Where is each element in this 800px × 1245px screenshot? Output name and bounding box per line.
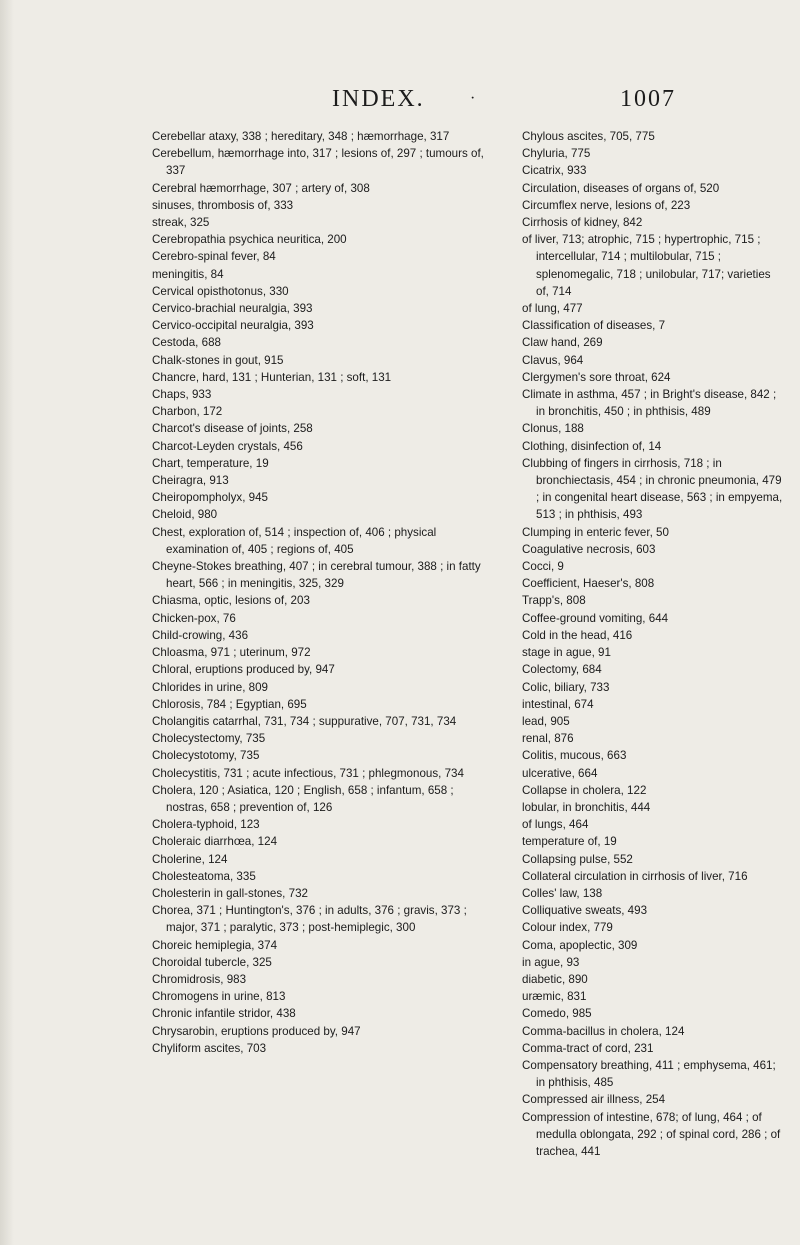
index-entry: Chrysarobin, eruptions produced by, 947	[152, 1024, 361, 1038]
header-separator: ·	[470, 90, 476, 107]
index-entry: Chloral, eruptions produced by, 947	[152, 663, 335, 677]
index-entry: Circulation, diseases of organs of, 520	[522, 181, 720, 195]
index-entry: Cholerine, 124	[152, 852, 228, 866]
index-entry: intestinal, 674	[522, 697, 594, 711]
index-entry: Cervical opisthotonus, 330	[152, 284, 289, 298]
index-entry: sinuses, thrombosis of, 333	[152, 198, 294, 212]
index-entry: Compensatory breathing, 411 ; emphysema, 461; in phthisis, 485	[522, 1058, 776, 1090]
index-entry: Chyluria, 775	[522, 147, 591, 161]
index-entry: Chylous ascites, 705, 775	[522, 130, 655, 143]
index-entry: Colles' law, 138	[522, 886, 603, 900]
index-entry: Chronic infantile stridor, 438	[152, 1007, 296, 1021]
index-entry: Clubbing of fingers in cirrhosis, 718 ; in bronchiectasis, 454 ; in chronic pneumonia, 479 ; in congenital heart disease, 563 ; in empyema, 513 ; in phthisis, 493	[522, 456, 783, 522]
index-entry: Collapsing pulse, 552	[522, 852, 633, 866]
index-column-right	[522, 128, 784, 1160]
index-entry: of lung, 477	[522, 302, 583, 316]
index-entry: Coma, apoplectic, 309	[522, 938, 638, 952]
index-entry: Chart, temperature, 19	[152, 456, 269, 470]
index-entry: Chlorosis, 784 ; Egyptian, 695	[152, 697, 307, 711]
index-entry: Chancre, hard, 131 ; Hunterian, 131 ; soft, 131	[152, 370, 392, 384]
index-entry: Comma-bacillus in cholera, 124	[522, 1024, 685, 1038]
index-entry: Coefficient, Haeser's, 808	[522, 577, 655, 591]
index-entry: Chaps, 933	[152, 388, 212, 402]
index-entry: Choroidal tubercle, 325	[152, 955, 272, 969]
index-entry: Cholecystitis, 731 ; acute infectious, 731 ; phlegmonous, 734	[152, 766, 464, 780]
index-entry: Comma-tract of cord, 231	[522, 1041, 654, 1055]
index-entry: Colitis, mucous, 663	[522, 749, 627, 763]
index-entry: temperature of, 19	[522, 835, 617, 849]
index-entry: Cheiropompholyx, 945	[152, 491, 269, 505]
index-entry: Chloasma, 971 ; uterinum, 972	[152, 646, 311, 660]
index-entry: Coffee-ground vomiting, 644	[522, 611, 669, 625]
index-entry: Classification of diseases, 7	[522, 319, 666, 333]
index-entry: Charcot's disease of joints, 258	[152, 422, 313, 436]
index-entry: Coagulative necrosis, 603	[522, 542, 656, 556]
index-entry: Cerebellar ataxy, 338 ; hereditary, 348 ; hæmorrhage, 317	[152, 130, 450, 143]
index-entry: Colliquative sweats, 493	[522, 904, 648, 918]
index-entry: lead, 905	[522, 714, 570, 728]
page-number: 1007	[620, 86, 676, 112]
index-entry: Collapse in cholera, 122	[522, 783, 647, 797]
index-entry: Cholecystectomy, 735	[152, 732, 266, 746]
index-entry: Choreic hemiplegia, 374	[152, 938, 278, 952]
index-entry: streak, 325	[152, 216, 210, 230]
index-entry: Compressed air illness, 254	[522, 1093, 666, 1107]
index-entry: Cerebellum, hæmorrhage into, 317 ; lesions of, 297 ; tumours of, 337	[152, 147, 484, 178]
index-entry: Circumflex nerve, lesions of, 223	[522, 198, 691, 212]
index-entry: renal, 876	[522, 732, 574, 746]
index-entry: stage in ague, 91	[522, 646, 611, 660]
index-entry: Clumping in enteric fever, 50	[522, 525, 669, 539]
index-entry: Chest, exploration of, 514 ; inspection of, 406 ; physical examination of, 405 ; regions of, 405	[152, 525, 437, 556]
index-entry: uræmic, 831	[522, 990, 587, 1004]
index-entry: Cervico-brachial neuralgia, 393	[152, 302, 313, 316]
index-entry: Cold in the head, 416	[522, 628, 633, 642]
index-entry: Chorea, 371 ; Huntington's, 376 ; in adults, 376 ; gravis, 373 ; major, 371 ; paralytic, 373 ; post-hemiplegic, 300	[152, 904, 467, 935]
index-entry: Chyliform ascites, 703	[152, 1041, 267, 1055]
index-entry: Cirrhosis of kidney, 842	[522, 216, 643, 230]
index-entry: Cholera, 120 ; Asiatica, 120 ; English, 658 ; infantum, 658 ; nostras, 658 ; prevention of, 126	[152, 783, 454, 814]
index-entry: Cocci, 9	[522, 560, 564, 574]
index-entry: Chromogens in urine, 813	[152, 990, 286, 1004]
index-column-left	[152, 128, 497, 1057]
index-entry: Cerebropathia psychica neuritica, 200	[152, 233, 347, 247]
index-entry: Cholecystotomy, 735	[152, 749, 260, 763]
index-entry: Cheloid, 980	[152, 508, 218, 522]
page-title: INDEX.	[332, 86, 425, 112]
index-entry: Choleraic diarrhœa, 124	[152, 835, 278, 849]
index-entry: meningitis, 84	[152, 267, 224, 281]
index-entry: Cholangitis catarrhal, 731, 734 ; suppurative, 707, 731, 734	[152, 714, 457, 728]
index-entry: Cheyne-Stokes breathing, 407 ; in cerebral tumour, 388 ; in fatty heart, 566 ; in meningitis, 325, 329	[152, 560, 481, 591]
index-entry: Clavus, 964	[522, 353, 584, 367]
index-entry: Claw hand, 269	[522, 336, 603, 350]
index-entry: Charcot-Leyden crystals, 456	[152, 439, 303, 453]
index-entry: Cicatrix, 933	[522, 164, 587, 178]
index-entry: Comedo, 985	[522, 1007, 592, 1021]
index-entry: Chiasma, optic, lesions of, 203	[152, 594, 310, 608]
index-entry: Cervico-occipital neuralgia, 393	[152, 319, 314, 333]
index-entry: Trapp's, 808	[522, 594, 586, 608]
index-entry: Colic, biliary, 733	[522, 680, 610, 694]
index-entry: Cestoda, 688	[152, 336, 221, 350]
index-entry: Child-crowing, 436	[152, 628, 249, 642]
index-entry: Cheiragra, 913	[152, 474, 229, 488]
index-entry: Chicken-pox, 76	[152, 611, 236, 625]
index-entry: ulcerative, 664	[522, 766, 598, 780]
index-entry: Clonus, 188	[522, 422, 584, 436]
index-entry: in ague, 93	[522, 955, 580, 969]
page-header	[0, 86, 800, 116]
index-entry: Charbon, 172	[152, 405, 223, 419]
index-entry: Cerebral hæmorrhage, 307 ; artery of, 308	[152, 181, 370, 195]
index-entry: Colectomy, 684	[522, 663, 602, 677]
page-edge	[0, 0, 14, 1245]
index-entry: Cerebro-spinal fever, 84	[152, 250, 276, 264]
index-entry: Climate in asthma, 457 ; in Bright's disease, 842 ; in bronchitis, 450 ; in phthisis, 489	[522, 388, 777, 419]
index-entry: Clothing, disinfection of, 14	[522, 439, 662, 453]
index-entry: Chromidrosis, 983	[152, 972, 247, 986]
index-entry: of lungs, 464	[522, 818, 589, 832]
index-entry: lobular, in bronchitis, 444	[522, 800, 651, 814]
index-entry: Colour index, 779	[522, 921, 613, 935]
index-entry: Cholesterin in gall-stones, 732	[152, 886, 308, 900]
index-entry: Compression of intestine, 678; of lung, 464 ; of medulla oblongata, 292 ; of spinal cord, 286 ; of trachea, 441	[522, 1110, 781, 1158]
index-entry: diabetic, 890	[522, 972, 588, 986]
index-entry: Collateral circulation in cirrhosis of liver, 716	[522, 869, 748, 883]
index-entry: Chalk-stones in gout, 915	[152, 353, 284, 367]
index-entry: Cholesteatoma, 335	[152, 869, 256, 883]
index-entry: Clergymen's sore throat, 624	[522, 370, 671, 384]
index-entry: Cholera-typhoid, 123	[152, 818, 260, 832]
index-entry: of liver, 713; atrophic, 715 ; hypertrophic, 715 ; intercellular, 714 ; multilobular, 715 ; splenomegalic, 718 ; unilobular, 717; varieties of, 714	[522, 233, 771, 298]
index-entry: Chlorides in urine, 809	[152, 680, 269, 694]
